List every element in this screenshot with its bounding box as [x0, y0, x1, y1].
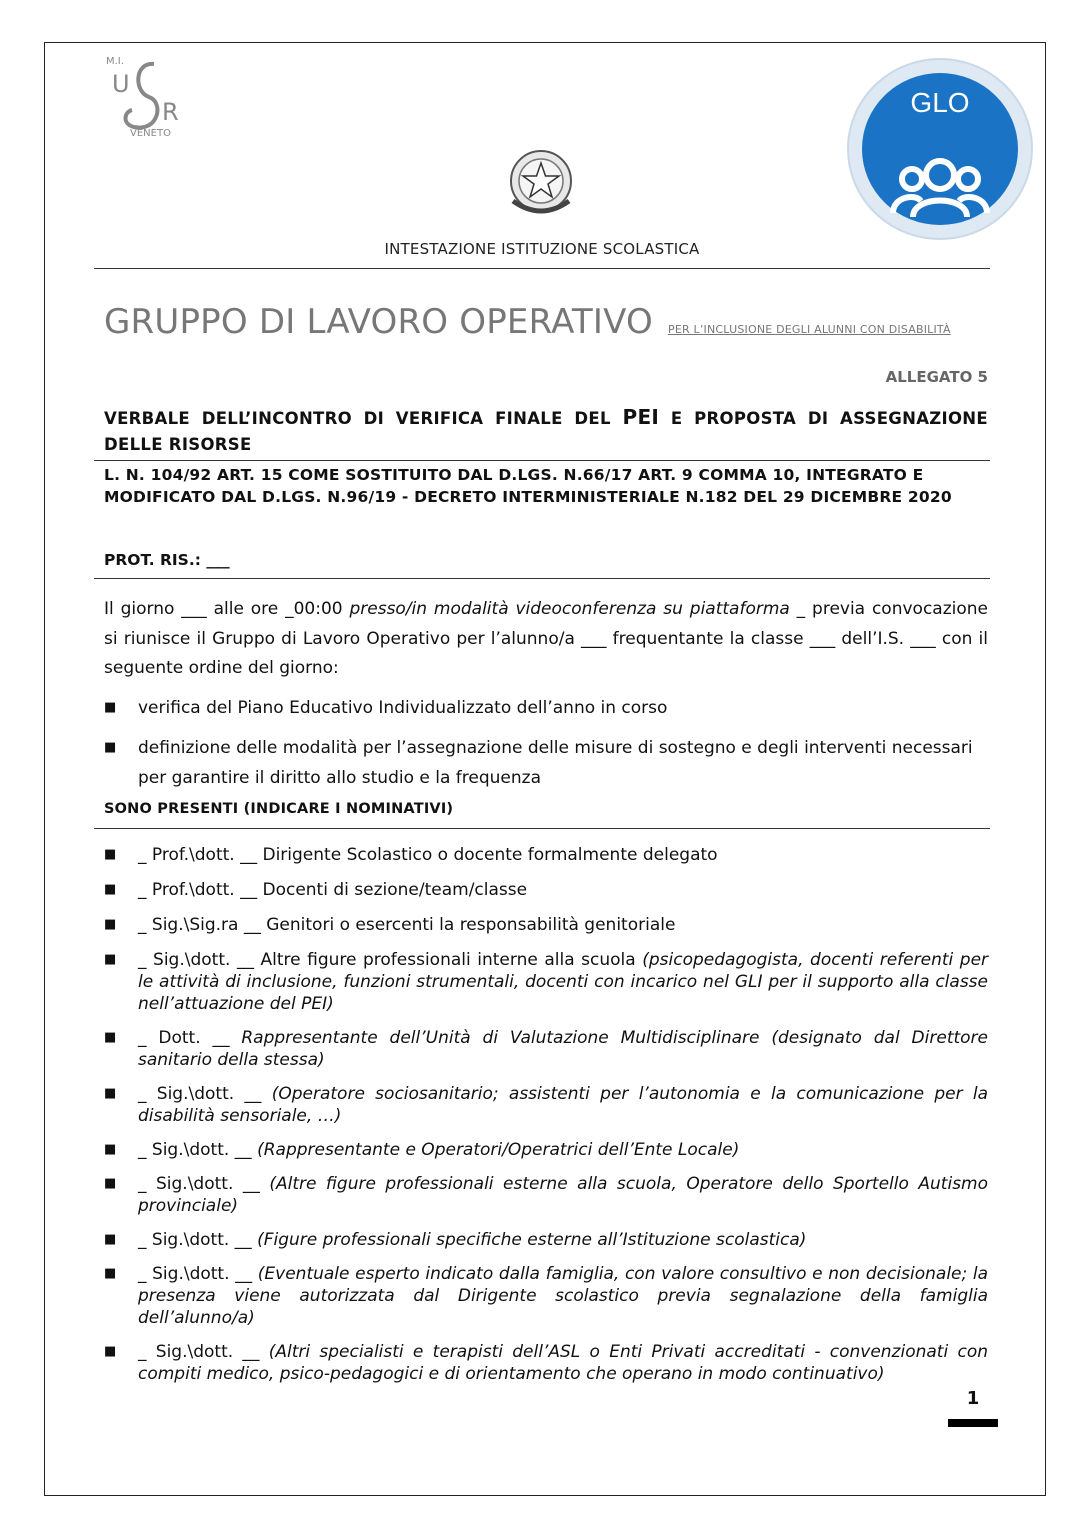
usr-logo-u-text: U — [112, 70, 130, 98]
present-divider — [94, 828, 990, 829]
member-item — [104, 1083, 988, 1127]
bullet-icon: ■ — [104, 1176, 117, 1191]
member-text: _ Sig.\dott. __ — [138, 1140, 258, 1160]
member-text: _ Sig.\dott. __ — [138, 1084, 272, 1104]
protocol-divider — [94, 578, 990, 579]
member-item — [104, 1139, 988, 1161]
bullet-icon: ■ — [104, 952, 117, 967]
bullet-icon: ■ — [104, 917, 117, 932]
legal-references: L. N. 104/92 ART. 15 COME SOSTITUITO DAL D.LGS. N.66/17 ART. 9 COMMA 10, INTEGRATO E MODIFICATO DAL D.LGS. N.96/19 - DECRETO INTERMINISTERIALE N.182 DEL 29 DICEMBRE 2020 — [104, 466, 952, 506]
header-divider — [94, 268, 990, 269]
member-text: _ Sig.\dott. __ — [138, 1230, 258, 1250]
usr-logo-s-curve — [126, 64, 158, 128]
intro-paragraph — [104, 595, 988, 684]
bullet-icon: ■ — [104, 1344, 117, 1359]
document-title: GRUPPO DI LAVORO OPERATIVO — [104, 302, 653, 342]
member-item — [104, 914, 988, 936]
member-note: (Figure professionali specifiche esterne all’Istituzione scolastica) — [257, 1230, 807, 1250]
verbale-heading-pei: PEI — [622, 405, 660, 429]
member-item — [104, 1173, 988, 1217]
member-item — [104, 1341, 988, 1385]
member-note: (Operatore sociosanitario; assistenti per l’autonomia e la comunicazione per la disabilità sensoriale, …) — [138, 1084, 988, 1126]
agenda-item — [104, 693, 988, 723]
institution-header: INTESTAZIONE ISTITUZIONE SCOLASTICA — [384, 240, 700, 258]
member-note: (psicopedagogista, docenti referenti per le attività di inclusione, funzioni strumentali, docenti con incarico nel GLI per il supporto alla classe nell’attuazione del PEI) — [138, 950, 989, 1014]
bullet-icon: ■ — [104, 1232, 117, 1247]
agenda-item — [104, 733, 988, 793]
member-text: _ Sig.\dott. __ Altre figure professionali interne alla scuola — [138, 950, 643, 970]
protocol-field: PROT. RIS.: ___ — [104, 551, 230, 569]
usr-logo-r-text: R — [162, 98, 179, 126]
bullet-icon: ■ — [104, 740, 117, 755]
member-item — [104, 1027, 988, 1071]
agenda-item-text: verifica del Piano Educativo Individualizzato dell’anno in corso — [138, 698, 668, 718]
member-note: (Rappresentante e Operatori/Operatrici dell’Ente Locale) — [257, 1140, 740, 1160]
verbale-heading-part2: E PROPOSTA DI ASSEGNAZIONE DELLE RISORSE — [104, 409, 988, 454]
glo-logo — [845, 57, 1035, 242]
intro-text-2: _ previa convocazione si riunisce il Gruppo di Lavoro Operativo per l’alunno/a ___ frequentante la classe ___ dell’I.S. ___ con il seguente ordine del giorno: — [104, 599, 988, 678]
bullet-icon: ■ — [104, 1142, 117, 1157]
member-item — [104, 949, 988, 1015]
italian-republic-emblem — [503, 143, 579, 223]
members-list — [104, 844, 988, 1385]
member-text: _ Sig.\dott. __ — [138, 1264, 258, 1284]
bullet-icon: ■ — [104, 1266, 117, 1281]
bullet-icon: ■ — [104, 1086, 117, 1101]
member-text: _ Sig.\dott. __ — [138, 1174, 270, 1194]
member-note: (Eventuale esperto indicato dalla famiglia, con valore consultivo e non decisionale; la presenza viene autorizzata dal Dirigente scolastico previa segnalazione della famiglia dell’alunno/a) — [138, 1264, 989, 1328]
member-item — [104, 1229, 988, 1251]
member-item — [104, 1263, 988, 1329]
page-number-bar — [948, 1419, 998, 1427]
member-item — [104, 879, 988, 901]
member-item — [104, 844, 988, 866]
member-note: Rappresentante dell’Unità di Valutazione Multidisciplinare (designato dal Direttore sanitario della stessa) — [138, 1028, 988, 1070]
intro-text-italic: presso/in modalità videoconferenza su piattaforma — [349, 599, 790, 619]
present-heading: SONO PRESENTI (INDICARE I NOMINATIVI) — [104, 801, 454, 817]
document-title-row — [104, 302, 951, 342]
glo-logo-text: GLO — [910, 87, 970, 118]
member-text: _ Sig.\dott. __ — [138, 1342, 269, 1362]
document-subtitle: PER L’INCLUSIONE DEGLI ALUNNI CON DISABILITÀ — [668, 323, 951, 336]
page-number: 1 — [966, 1388, 980, 1409]
verbale-heading — [104, 404, 988, 458]
usr-logo-mi-text: M.I. — [106, 56, 124, 67]
intro-text-1: Il giorno ___ alle ore _00:00 — [104, 599, 350, 619]
usr-veneto-logo — [104, 52, 194, 142]
verbale-divider — [94, 460, 990, 461]
member-text: _ Prof.\dott. __ Dirigente Scolastico o docente formalmente delegato — [138, 845, 718, 865]
member-text: _ Sig.\Sig.ra __ Genitori o esercenti la responsabilità genitoriale — [138, 915, 676, 935]
member-text: _ Dott. __ — [138, 1028, 242, 1048]
member-note: (Altri specialisti e terapisti dell’ASL o Enti Privati accreditati - convenzionati con compiti medico, psico-pedagogici e di orientamento che operano in modo continuativo) — [138, 1342, 988, 1384]
usr-logo-region-text: VENETO — [130, 128, 171, 139]
verbale-heading-part1: VERBALE DELL’INCONTRO DI VERIFICA FINALE DEL — [104, 409, 623, 428]
bullet-icon: ■ — [104, 882, 117, 897]
agenda-list — [104, 693, 988, 793]
agenda-item-text: definizione delle modalità per l’assegnazione delle misure di sostegno e degli interventi necessari per garantire il diritto allo studio e la frequenza — [138, 738, 973, 788]
bullet-icon: ■ — [104, 1030, 117, 1045]
member-text: _ Prof.\dott. __ Docenti di sezione/team/classe — [138, 880, 528, 900]
bullet-icon: ■ — [104, 700, 117, 715]
member-note: (Altre figure professionali esterne alla scuola, Operatore dello Sportello Autismo provinciale) — [138, 1174, 989, 1216]
attachment-label: ALLEGATO 5 — [885, 368, 988, 386]
bullet-icon: ■ — [104, 847, 117, 862]
